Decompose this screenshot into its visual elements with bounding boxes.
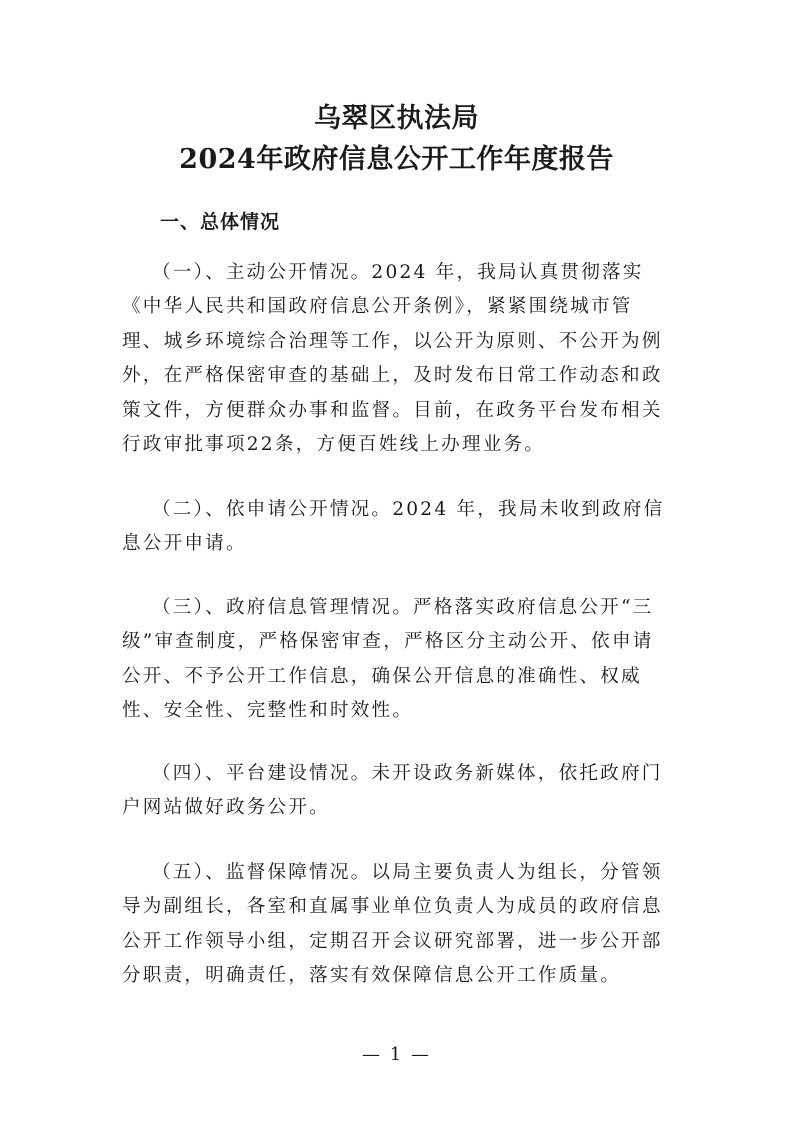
paragraph-text: （一）、主动公开情况。2024 年，我局认真贯彻落实《中华人民共和国政府信息公开条例》，紧紧围绕城市管理、城乡环境综合治理等工作，以公开为原则、不公开为例外，在严格保密审查的基础上，及时发布日常工作动态和政策文件，方便群众办事和监督。目前，在政务平台发布相关行政审批事项22条，方便百姓线上办理业务。 <box>122 262 663 456</box>
page-number: — 1 — <box>362 1044 431 1065</box>
paragraph-information-management <box>122 591 674 729</box>
paragraph-active-disclosure <box>122 256 674 462</box>
section-heading-overview: 一、总体情况 <box>160 211 281 233</box>
document-title-line2: 2024年政府信息公开工作年度报告 <box>179 144 614 175</box>
paragraph-text: （五）、监督保障情况。以局主要负责人为组长，分管领导为副组长，各室和直属事业单位负责人为成员的政府信息公开工作领导小组，定期召开会议研究部署，进一步公开部分职责，明确责任，落实有效保障信息公开工作质量。 <box>122 862 663 987</box>
paragraph-platform-construction <box>122 757 674 826</box>
paragraph-text: （三）、政府信息管理情况。严格落实政府信息公开“三级”审查制度，严格保密审查，严格区分主动公开、依申请公开、不予公开工作信息，确保公开信息的准确性、权威性、安全性、完整性和时效性。 <box>122 597 654 722</box>
paragraph-supervision-guarantee <box>122 856 674 994</box>
paragraph-text: （二）、依申请公开情况。2024 年，我局未收到政府信息公开申请。 <box>122 499 665 555</box>
document-title-line1: 乌翠区执法局 <box>314 103 479 134</box>
paragraph-text: （四）、平台建设情况。未开设政务新媒体，依托政府门户网站做好政务公开。 <box>122 763 663 819</box>
paragraph-request-disclosure <box>122 493 674 562</box>
